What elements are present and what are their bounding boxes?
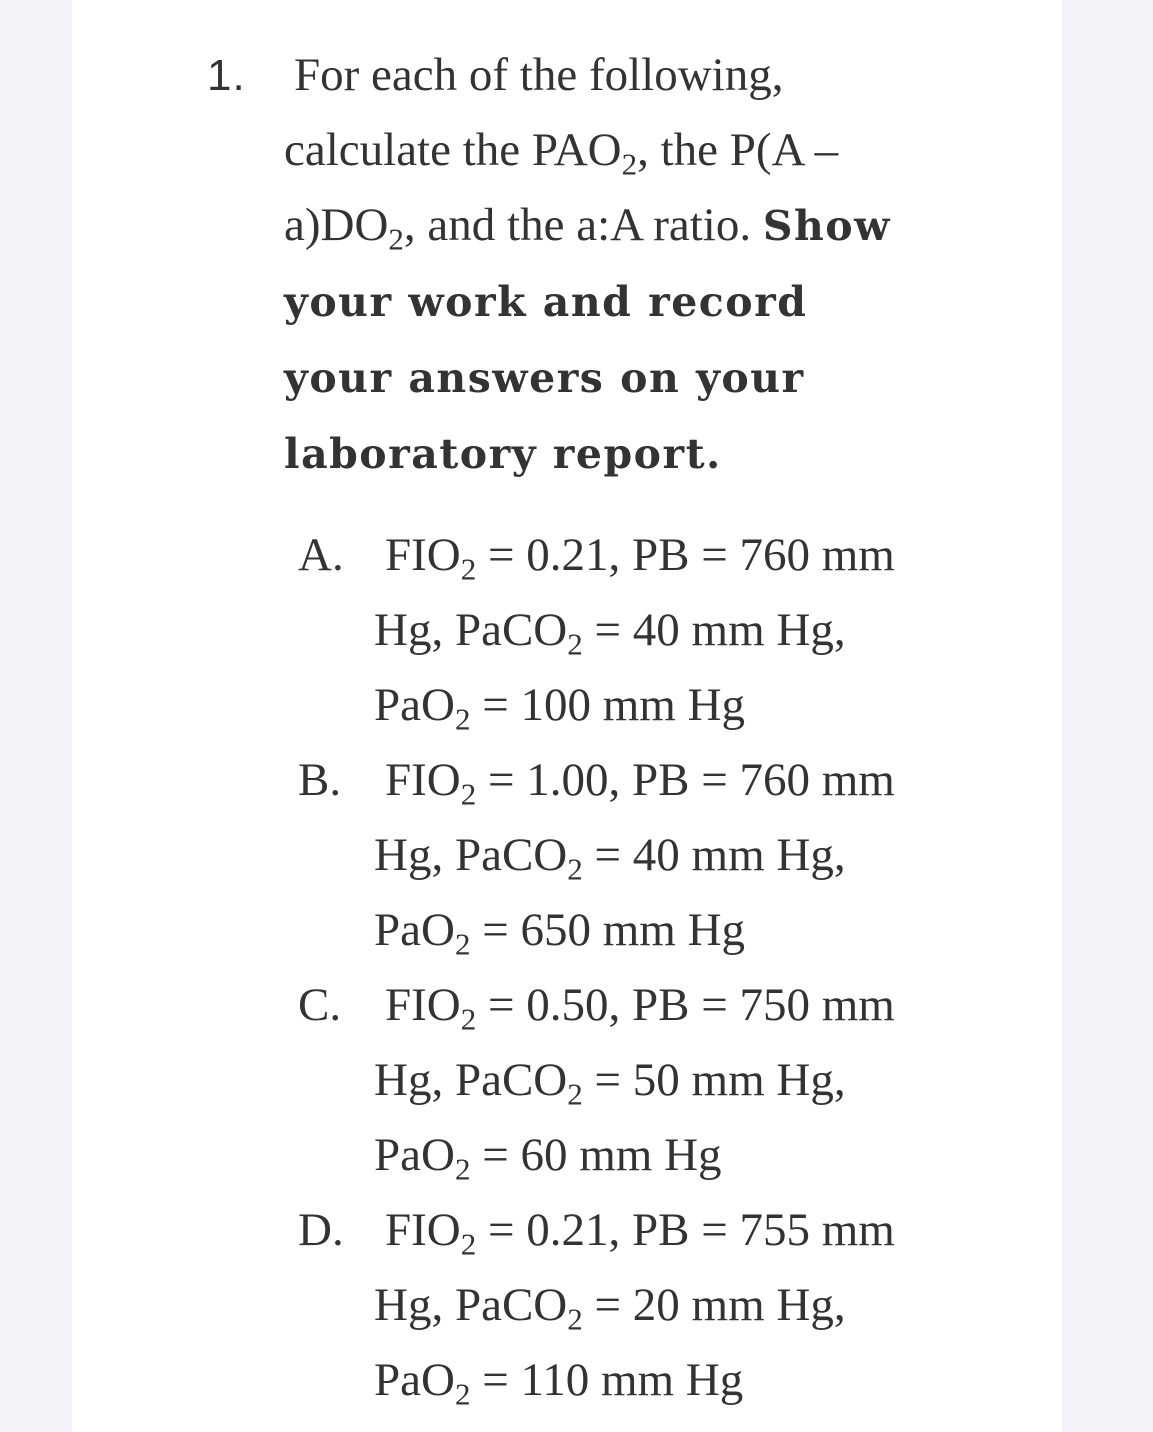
item-fio2-line: $FIO_2 = 0.21$, PB = 760 mm — [385, 529, 895, 587]
item-letter: D. — [298, 1204, 344, 1256]
item-paco2-line: Hg, PaCO$_2$ = 50 mm Hg, — [374, 1054, 846, 1112]
question-instruction-bold: Show — [762, 202, 891, 250]
item-pao2-line: PaO$_2$ = 60 mm Hg — [374, 1129, 722, 1187]
item-fio2-line: $FIO_2 = 0.50$, PB = 750 mm — [385, 979, 895, 1037]
question-instruction-bold: your work and record — [284, 278, 808, 326]
item-letter: C. — [298, 979, 342, 1031]
item-pao2-line: PaO$_2$ = 110 mm Hg — [374, 1354, 744, 1412]
question-text-do2: a)DO — [284, 199, 389, 251]
item-fio2-line: $FIO_2 = 1.00$, PB = 760 mm — [385, 754, 895, 812]
item-letter: A. — [298, 529, 344, 581]
item-pao2-line: PaO$_2$ = 650 mm Hg — [374, 904, 746, 962]
question-text — [284, 38, 964, 492]
item-letter: B. — [298, 754, 342, 806]
item-paco2-line: Hg, PaCO$_2$ = 40 mm Hg, — [374, 604, 846, 662]
item-paco2-line: Hg, PaCO$_2$ = 20 mm Hg, — [374, 1279, 846, 1337]
question-text-ratio: , and the a:A ratio. — [403, 199, 763, 251]
question-text-line1: For each of the following, — [294, 49, 784, 101]
item-pao2-line: PaO$_2$ = 100 mm Hg — [374, 679, 746, 737]
item-paco2-line: Hg, PaCO$_2$ = 40 mm Hg, — [374, 829, 846, 887]
item-fio2-line: $FIO_2 = 0.21$, PB = 755 mm — [385, 1204, 895, 1262]
subscript: 2 — [621, 146, 638, 182]
question-text-gradient: , the P(A – — [637, 124, 839, 176]
question-instruction-bold: your answers on your — [284, 354, 805, 402]
question-text-pao2: calculate the PAO — [284, 124, 622, 176]
question-instruction-bold: laboratory report. — [284, 430, 722, 478]
subscript: 2 — [388, 221, 404, 257]
question-number: 1. — [207, 51, 246, 100]
